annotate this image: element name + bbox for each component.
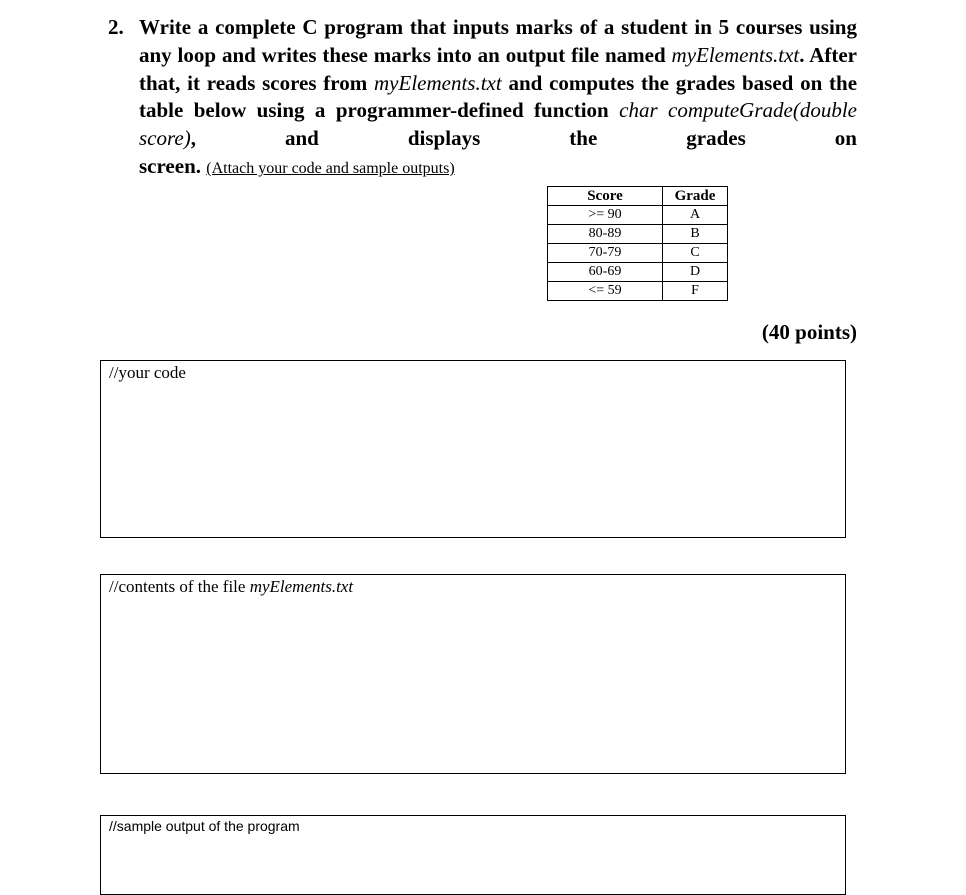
attach-note: (Attach your code and sample outputs): [206, 159, 455, 177]
question-text-3: and computes the grades based on the table below using a programmer-defined function: [139, 70, 858, 123]
output-box-label: //sample output of the program: [109, 818, 300, 834]
grade-cell: D: [663, 263, 728, 282]
question-2: [108, 14, 857, 183]
question-last-line: [139, 153, 857, 183]
table-row: [548, 225, 728, 244]
score-cell: 60-69: [548, 263, 663, 282]
score-cell: 70-79: [548, 244, 663, 263]
file-name-2: myElements.txt: [374, 70, 502, 95]
table-row: [548, 244, 728, 263]
score-cell: <= 59: [548, 282, 663, 301]
grade-header: Grade: [663, 187, 728, 206]
file-name-1: myElements.txt: [671, 42, 800, 67]
grade-cell: A: [663, 206, 728, 225]
grade-table: [547, 186, 728, 301]
table-row: [548, 282, 728, 301]
grade-cell: B: [663, 225, 728, 244]
question-text-5: screen.: [139, 153, 202, 178]
function-signature: char computeGrade(double score): [139, 98, 857, 151]
score-cell: >= 90: [548, 206, 663, 225]
code-answer-box[interactable]: [100, 360, 846, 538]
question-text-4: , and displays the grades on: [190, 126, 857, 151]
question-body: [139, 14, 857, 183]
score-cell: 80-89: [548, 225, 663, 244]
file-box-label-name: myElements.txt: [249, 577, 354, 596]
code-box-label: //your code: [109, 363, 186, 382]
score-header: Score: [548, 187, 663, 206]
question-text-2: . After that, it reads scores from: [139, 42, 857, 95]
grade-cell: C: [663, 244, 728, 263]
table-row: [548, 263, 728, 282]
grade-table-header-row: [548, 187, 728, 206]
question-number: 2.: [108, 15, 124, 39]
grade-cell: F: [663, 282, 728, 301]
points-label: (40 points): [761, 320, 857, 344]
file-box-label-prefix: //contents of the file: [109, 577, 246, 596]
sample-output-answer-box[interactable]: [100, 815, 846, 895]
table-row: [548, 206, 728, 225]
question-text-1: Write a complete C program that inputs marks of a student in 5 courses using any loop and writes these marks into an output file named: [139, 15, 857, 67]
file-contents-answer-box[interactable]: [100, 574, 846, 774]
